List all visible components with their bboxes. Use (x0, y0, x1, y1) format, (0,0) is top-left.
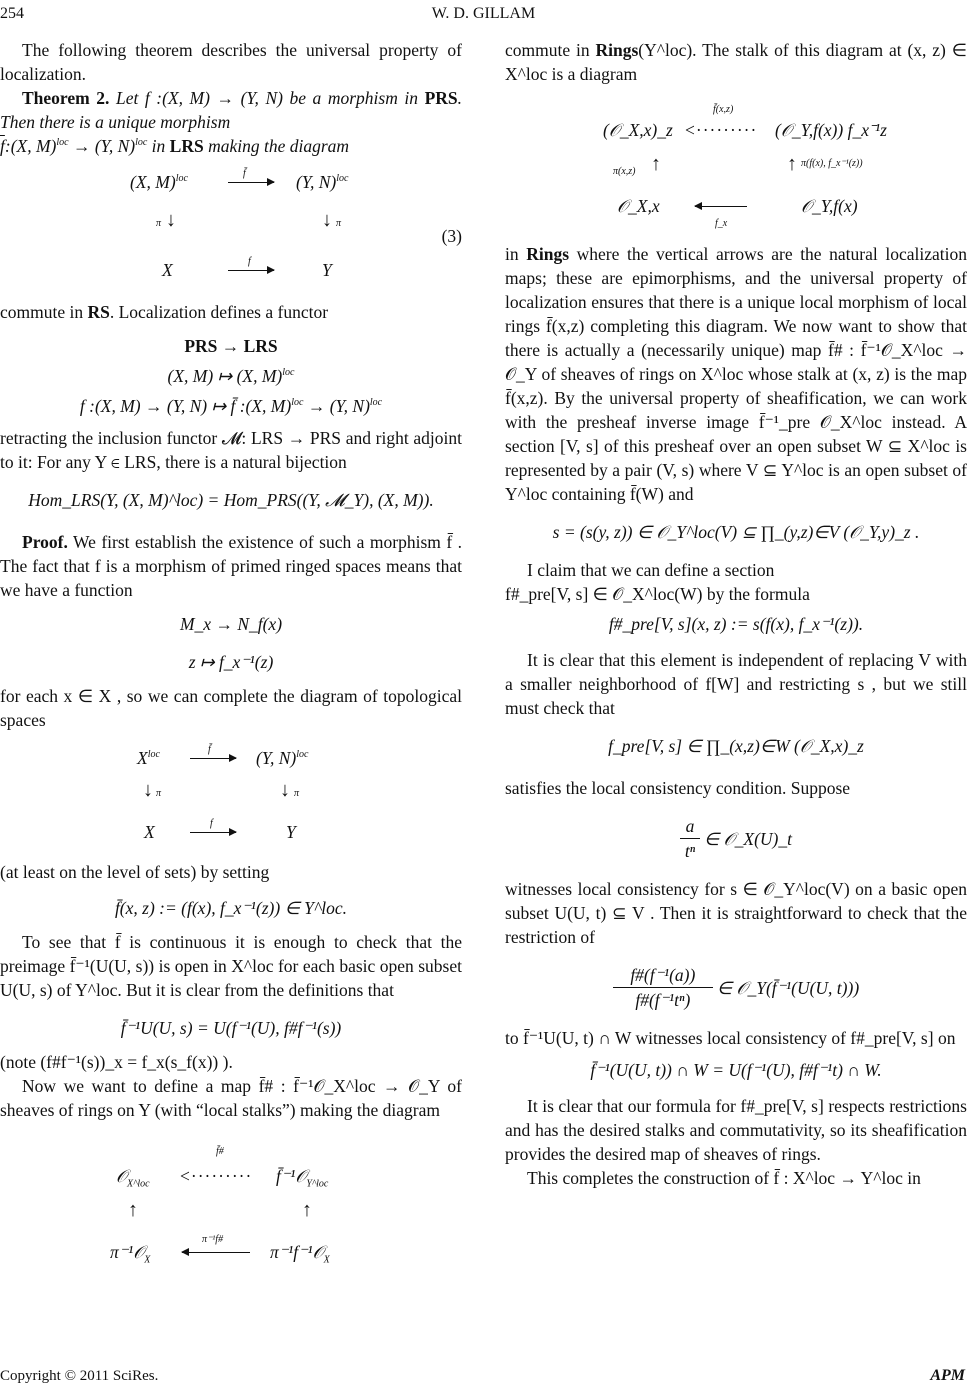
diagram-bottom-left: π⁻¹𝒪$_X$ (110, 1242, 151, 1266)
diagram-bottom-left: 𝒪_X,x (617, 196, 660, 216)
diagram-top-right: (Y, N)$^{loc}$ (296, 172, 349, 192)
restriction-fraction: f#(f⁻¹(a)) f#(f⁻¹tⁿ) ∈ 𝒪_Y(f̄⁻¹(U(U, t))) (505, 963, 967, 1012)
theorem-text-4: in (147, 136, 170, 156)
functor-object-map: (X, M) ↦ (X, M)$^{loc}$ (167, 366, 295, 386)
diagram-top-arrow-label: f̄ (208, 744, 211, 755)
diagram-bottom-right: Y (286, 822, 296, 842)
preimage-equation: f̄⁻¹U(U, s) = U(f⁻¹(U), f#f⁻¹(s)) (120, 1018, 342, 1038)
topological-diagram (0, 738, 462, 854)
lrs-bold: LRS (169, 136, 204, 156)
to-witnesses-paragraph: to f̄⁻¹U(U, t) ∩ W witnesses local consistency of f#_pre[V, s] on (505, 1028, 956, 1048)
diagram-bottom-right: π⁻¹f⁻¹𝒪$_X$ (270, 1242, 330, 1266)
diagram-top-right: f̄⁻¹𝒪$_{Y\^{}loc}$ (276, 1166, 329, 1190)
proof-paragraph: Proof. We first establish the existence of such a morphism f̄ . The fact that f is a morphism of primed ringed spaces means that we have a function (0, 532, 462, 600)
claim-paragraph: I claim that we can define a section (527, 560, 775, 580)
functor-display: PRS → LRS (184, 336, 278, 356)
diagram-top-right: (𝒪_Y,f(x)) f_x⁻¹z (775, 120, 887, 140)
loc-sup: loc (135, 137, 148, 149)
diagram-bottom-arrow-label: π⁻¹f# (202, 1234, 224, 1245)
theorem-text: Let f :(X, M) → (Y, N) be a morphism in (115, 88, 419, 108)
diagram-bottom-arrow-label: f (248, 256, 251, 267)
formula-respects-paragraph: It is clear that our formula for f#_pre[V, s] respects restrictions and has the desired stalks and commutativity, so its sheafification provides the desired map of sheaves of rings. (505, 1096, 967, 1164)
product-membership: f_pre[V, s] ∈ ∏_(x,z)∈W (𝒪_X,x)_z (608, 736, 864, 756)
commutative-diagram-3 (0, 164, 462, 294)
theorem-text-3: :(X, M) (4, 136, 57, 156)
independence-paragraph: It is clear that this element is independent of replacing V with a smaller neighborhood of f[W] and restricting s , but we still must check that (505, 650, 967, 718)
dotted-arrow-left-icon: <········· (180, 1166, 253, 1186)
diagram-bottom-arrow-label: f_x (715, 218, 728, 229)
arrow-right-icon (190, 758, 236, 759)
function-stalk-map: M_x → N_f(x) (179, 614, 283, 634)
sheaf-diagram (0, 1136, 462, 1266)
equation-number: (3) (441, 226, 462, 246)
section-formula: f#_pre[V, s](x, z) := s(f(x), f_x⁻¹(z)). (608, 614, 864, 634)
arrow-up-icon: ↑ (651, 153, 661, 175)
diagram-top-arrow-label: f̄(x,z) (713, 104, 734, 115)
left-column (0, 38, 462, 1272)
theorem-text-3b: → (Y, N) (68, 136, 136, 156)
arrow-down-icon: ↓ (280, 779, 290, 801)
pi-label: π (156, 788, 162, 799)
for-each-paragraph: for each x ∈ X , so we can complete the diagram of topological spaces (0, 686, 462, 730)
intersection-equation: f̄⁻¹(U(U, t)) ∩ W = U(f⁻¹(U), f#f⁻¹t) ∩ W. (590, 1060, 882, 1080)
commute-paragraph: commute in RS. Localization defines a functor (0, 302, 329, 322)
claim-paragraph-2: f#_pre[V, s] ∈ 𝒪_X^loc(W) by the formula (505, 584, 810, 604)
theorem-label: Theorem 2. (22, 88, 110, 108)
suppose-paragraph: satisfies the local consistency condition. Suppose (505, 778, 851, 798)
completes-paragraph: This completes the construction of f̄ : X^loc → Y^loc in (527, 1168, 921, 1188)
journal-footer: APM (930, 1367, 965, 1384)
arrow-up-icon: ↑ (302, 1199, 312, 1221)
diagram-bottom-arrow-label: f (210, 818, 213, 829)
localization-maps-paragraph: in Rings where the vertical arrows are the natural localization maps; these are epimorphisms, and the universal property of localization ensures that there is a unique local morphism of local rings f̄(x,z) completing this diagram. We now want to show that there is actually a (necessarily unique) map f̄# : f̄⁻¹𝒪_X^loc → 𝒪_Y of sheaves of rings on X^loc whose stalk at (x, z) is the map f̄(x,z). By the universal property of sheafification, we can work with the presheaf inverse image f̄⁻¹_pre 𝒪_X^loc instead. A section [V, s] of this presheaf over an open subset W ⊆ X^loc is represented by a pair (V, s) where V ⊆ Y^loc is an open subset of Y^loc containing f̄(W) and (505, 244, 967, 504)
arrow-down-icon: ↓ (322, 209, 332, 231)
diagram-bottom-right: 𝒪_Y,f(x) (801, 196, 858, 216)
theorem-text-2: . Then there is a unique morphism (0, 88, 463, 132)
diagram-top-arrow-label: f̄# (216, 1146, 224, 1157)
pi-label: π (336, 218, 342, 229)
arrow-right-icon (190, 832, 236, 833)
diagram-top-left: 𝒪$_{X\^{}loc}$ (116, 1166, 150, 1190)
theorem-text-5: making the diagram (203, 136, 350, 156)
witnesses-paragraph: witnesses local consistency for s ∈ 𝒪_Y^loc(V) on a basic open subset U(U, t) ⊆ V . Then it is straightforward to check that the restriction of (505, 879, 967, 947)
sets-paragraph: (at least on the level of sets) by setting (0, 862, 270, 882)
arrow-down-icon: ↓ (166, 209, 176, 231)
right-column (505, 38, 967, 1190)
diagram-right-arrow-label: π(f(x), f_x⁻¹(z)) (801, 158, 863, 169)
sheaf-map-paragraph: Now we want to define a map f̄# : f̄⁻¹𝒪_X^loc → 𝒪_Y of sheaves of rings on Y (with “local stalks”) making the diagram (0, 1076, 462, 1120)
arrow-up-icon: ↑ (128, 1199, 138, 1221)
f-bar: $\overline{f}$ (0, 136, 5, 156)
copyright-footer: Copyright © 2011 SciRes. (0, 1368, 159, 1384)
arrow-right-icon (228, 182, 274, 183)
stalk-diagram (505, 96, 967, 236)
arrow-down-icon: ↓ (143, 779, 153, 801)
hom-bijection: Hom_LRS(Y, (X, M)^loc) = Hom_PRS((Y, 𝓜_Y), (X, M)). (28, 490, 434, 510)
diagram-top-left: $X^{loc}$ (137, 748, 160, 768)
dotted-arrow-left-icon: <········· (685, 120, 758, 140)
loc-sup: loc (56, 137, 69, 149)
pi-label: π (156, 218, 162, 229)
functor-morphism-map: f :(X, M) → (Y, N) ↦ f̄ :(X, M)$^{loc}$ → (Y, N)$^{loc}$ (79, 396, 383, 416)
arrow-left-icon (695, 206, 747, 207)
diagram-bottom-right: Y (322, 260, 332, 280)
page-number: 254 (0, 5, 24, 22)
diagram-top-left: (X, M)$^{loc}$ (130, 172, 188, 192)
continuity-paragraph: To see that f̄ is continuous it is enough to check that the preimage f̄⁻¹(U(U, s)) is open in X^loc for each basic open subset U(U, s) of Y^loc. But it is clear from the definitions that (0, 932, 462, 1000)
diagram-top-right: (Y, N)$^{loc}$ (256, 748, 309, 768)
note-paragraph: (note (f#f⁻¹(s))_x = f_x(s_f(x)) ). (0, 1052, 233, 1072)
pi-label: π (294, 788, 300, 799)
diagram-bottom-left: X (144, 822, 155, 842)
diagram-top-left: (𝒪_X,x)_z (603, 120, 673, 140)
theorem-2 (0, 86, 462, 158)
function-element-map: z ↦ f_x⁻¹(z) (188, 652, 274, 672)
diagram-bottom-left: X (162, 260, 173, 280)
section-equation: s = (s(y, z)) ∈ 𝒪_Y^loc(V) ⊆ ∏_(y,z)∈V (𝒪_Y,y)_z . (552, 522, 920, 542)
diagram-left-arrow-label: π(x,z) (613, 166, 636, 177)
intro-paragraph: The following theorem describes the universal property of localization. (0, 40, 462, 84)
fraction-a-over-tn: a tⁿ ∈ 𝒪_X(U)_t (505, 814, 967, 863)
fbar-definition: f̄(x, z) := (f(x), f_x⁻¹(z)) ∈ Y^loc. (114, 898, 348, 918)
prs-bold: PRS (424, 88, 458, 108)
diagram-top-arrow-label: f̄ (243, 168, 246, 179)
running-header-author: W. D. GILLAM (431, 5, 536, 22)
retracting-paragraph: retracting the inclusion functor 𝓜: LRS → PRS and right adjoint to it: For any Y ∈ LRS, there is a natural bijection (0, 428, 462, 472)
arrow-left-icon (182, 1252, 250, 1253)
arrow-up-icon: ↑ (787, 153, 797, 175)
commute-rings-paragraph: commute in Rings(Y^loc). The stalk of this diagram at (x, z) ∈ X^loc is a diagram (505, 40, 967, 84)
arrow-right-icon (228, 270, 274, 271)
